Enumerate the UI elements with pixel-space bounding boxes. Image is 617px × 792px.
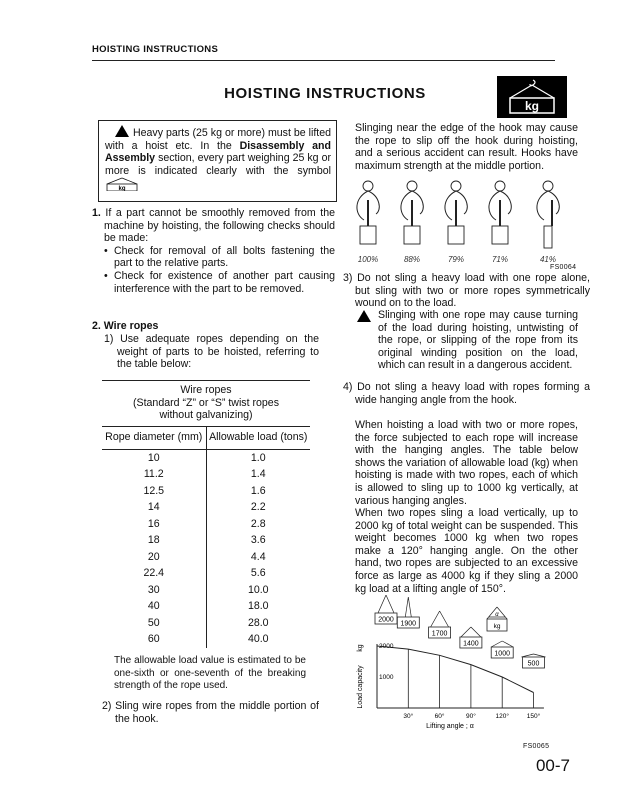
table-cell: 5.6	[250, 567, 266, 580]
svg-text:kg: kg	[524, 99, 540, 113]
table-row	[102, 516, 310, 533]
figure-code: FS0064	[550, 264, 577, 271]
warning-bold: Disassembly and Assembly	[105, 139, 331, 165]
hook-eye-icon	[407, 181, 417, 191]
hook-strength-label: 79%	[447, 255, 465, 264]
load-box-label: 1900	[400, 620, 417, 628]
alpha-label: α	[495, 612, 499, 618]
table-caption: without galvanizing)	[159, 409, 253, 422]
table-row	[102, 631, 310, 648]
table-cell: 40.0	[247, 633, 269, 646]
load-box-label: 1000	[494, 650, 510, 658]
load-box-icon	[544, 226, 552, 248]
hook-strength-label: 88%	[403, 255, 421, 264]
table-row	[102, 565, 310, 582]
sling-rope-icon	[405, 597, 411, 617]
table-row	[102, 549, 310, 566]
table-row	[102, 466, 310, 483]
sling-rope-icon	[378, 595, 394, 613]
y-axis-label: Load capacity	[357, 665, 364, 709]
item-4	[343, 381, 590, 406]
table-cell: 10.0	[247, 583, 269, 596]
table-cell: 12.5	[102, 483, 206, 500]
warning-icon	[357, 310, 375, 325]
item-number: 3)	[343, 272, 353, 284]
table-row	[102, 499, 310, 516]
table-cell: 1.0	[250, 451, 266, 464]
table-cell: 20	[102, 549, 206, 566]
x-tick-label: 150°	[526, 713, 541, 720]
figure-code: FS0065	[523, 743, 550, 750]
y-tick-label: 1000	[379, 674, 394, 681]
table-cell: 50	[102, 615, 206, 632]
y-tick-label: 2000	[379, 643, 394, 650]
load-box-icon	[448, 226, 464, 244]
table-row	[102, 483, 310, 500]
x-tick-label: 30°	[403, 713, 414, 720]
item-text: Do not sling a heavy load with ropes forming a wide hanging angle from the hook.	[355, 381, 590, 406]
hook-strength-figure	[350, 180, 590, 270]
page-title: HOISTING INSTRUCTIONS	[224, 85, 426, 102]
load-box-icon	[492, 226, 508, 244]
column-header: Rope diameter (mm)	[102, 426, 206, 449]
table-cell: 18.0	[247, 600, 269, 613]
table-cell: 28.0	[247, 616, 269, 629]
hook-eye-icon	[543, 181, 553, 191]
kg-legend-label: kg	[493, 623, 501, 630]
lifting-angle-chart	[340, 595, 590, 745]
table-cell: 30	[102, 582, 206, 599]
table-cell: 2.2	[250, 501, 266, 514]
sling-rope-icon	[461, 627, 481, 637]
x-tick-label: 60°	[434, 713, 445, 720]
load-box-icon	[360, 226, 376, 244]
table-row	[102, 532, 310, 549]
table-cell: 10	[102, 449, 206, 466]
warning-box	[98, 120, 337, 202]
item-text: If a part cannot be smoothly removed from the machine by hoisting, the following checks should be made:	[104, 207, 335, 245]
item-3-warning: Slinging with one rope may cause turning of the load during hoisting, untwisting of the rope, or slipping of the rope from its original winding position on the load, which can result in a dangerous accident.	[378, 309, 578, 372]
hook-eye-icon	[363, 181, 373, 191]
hook-strength-label: 100%	[357, 255, 379, 264]
y-unit-label: kg	[357, 644, 364, 652]
wire-rope-table	[102, 380, 310, 648]
bullet-item: • Check for removal of all bolts fastening the part to the relative parts.	[104, 245, 335, 270]
hook-eye-icon	[495, 181, 505, 191]
table-cell: 60	[102, 631, 206, 648]
hook-strength-label: 41%	[539, 255, 557, 264]
table-note: The allowable load value is estimated to be one-sixth or one-seventh of the breaking strength of the rope used.	[114, 655, 306, 692]
warning-text: Heavy parts (25 kg or more) must be lifted with a hoist etc. In the	[105, 127, 331, 152]
table-cell: 40	[102, 598, 206, 615]
table-cell: 1.4	[250, 468, 266, 481]
table-cell: 18	[102, 532, 206, 549]
hook-strength-label: 71%	[491, 255, 509, 264]
column-header: Allowable load (tons)	[209, 431, 308, 444]
bullet-item: • Check for existence of another part causing interference with the part to be removed.	[104, 270, 335, 295]
table-cell: 3.6	[250, 534, 266, 547]
sling-rope-icon	[491, 641, 513, 647]
table-cell: 22.4	[102, 565, 206, 582]
table-row	[102, 598, 310, 615]
item-4-para-2: When two ropes sling a load vertically, up to 2000 kg of total weight can be suspended. This weight becomes 1000 kg when two ropes make a 120° hanging angle. On the other hand, two ropes are subjected to an excessive force as large as 4000 kg if they sling a 2000 kg load at a lifting angle of 150°.	[355, 507, 578, 595]
table-cell: 11.2	[102, 466, 206, 483]
item-number: 4)	[343, 381, 353, 393]
running-header: HOISTING INSTRUCTIONS	[92, 44, 219, 55]
x-axis-label: Lifting angle ; α	[426, 723, 474, 730]
x-tick-label: 120°	[495, 713, 509, 720]
table-cell: 2.8	[250, 517, 266, 530]
svg-text:kg: kg	[118, 186, 126, 192]
table-cell: 14	[102, 499, 206, 516]
item-text: Do not sling a heavy load with one rope alone, but sling with two or more ropes symmetrically wound on to the load.	[355, 272, 590, 310]
kg-hoist-icon	[497, 76, 567, 118]
warning-icon	[115, 125, 129, 137]
item-text: Use adequate ropes depending on the weight of parts to be hoisted, referring to the table below:	[117, 333, 319, 371]
table-caption: (Standard “Z” or “S” twist ropes	[133, 396, 279, 409]
table-cell: 16	[102, 516, 206, 533]
item-number: 1)	[104, 333, 114, 345]
item-text: Sling wire ropes from the middle portion of the hook.	[115, 700, 319, 725]
table-row	[102, 582, 310, 599]
header-divider	[92, 60, 555, 61]
section-heading-wire-ropes: 2. Wire ropes	[92, 320, 159, 332]
kg-symbol-icon	[105, 177, 139, 195]
load-box-icon	[404, 226, 420, 244]
table-row	[102, 449, 310, 466]
hook-icon	[537, 191, 559, 220]
load-box-label: 1700	[431, 630, 448, 638]
warning-text-2: section, every part weighing 25 kg or more is indicated clearly with the symbol	[105, 152, 331, 177]
sling-rope-icon	[522, 654, 546, 657]
item-number: 2)	[102, 700, 112, 712]
item-4-para-1: When hoisting a load with two or more ropes, the force subjected to each rope will increase with the hanging angles. The table below shows the variation of allowable load (kg) when hoisting is made with two ropes, each of which is allowed to sling up to 1000 kg vertically, at various hanging angles.	[355, 419, 578, 507]
item-2-2	[102, 700, 319, 725]
table-caption: Wire ropes	[180, 384, 232, 396]
item-2-1	[104, 333, 319, 371]
load-box-label: 500	[527, 660, 540, 668]
page-number: 00-7	[535, 756, 570, 775]
load-box-label: 1400	[463, 640, 479, 648]
hook-eye-icon	[451, 181, 461, 191]
item-3	[343, 272, 590, 310]
item-number: 1.	[92, 207, 101, 219]
table-cell: 4.4	[250, 550, 266, 563]
x-tick-label: 90°	[465, 713, 476, 720]
hook-intro: Slinging near the edge of the hook may cause the rope to slip off the hook during hoisting, and a serious accident can result. Hooks have maximum strength at the middle portion.	[355, 122, 578, 172]
table-row	[102, 615, 310, 632]
load-box-label: 2000	[378, 616, 394, 624]
table-cell: 1.6	[250, 484, 266, 497]
item-1	[92, 207, 335, 295]
sling-rope-icon	[431, 611, 449, 627]
